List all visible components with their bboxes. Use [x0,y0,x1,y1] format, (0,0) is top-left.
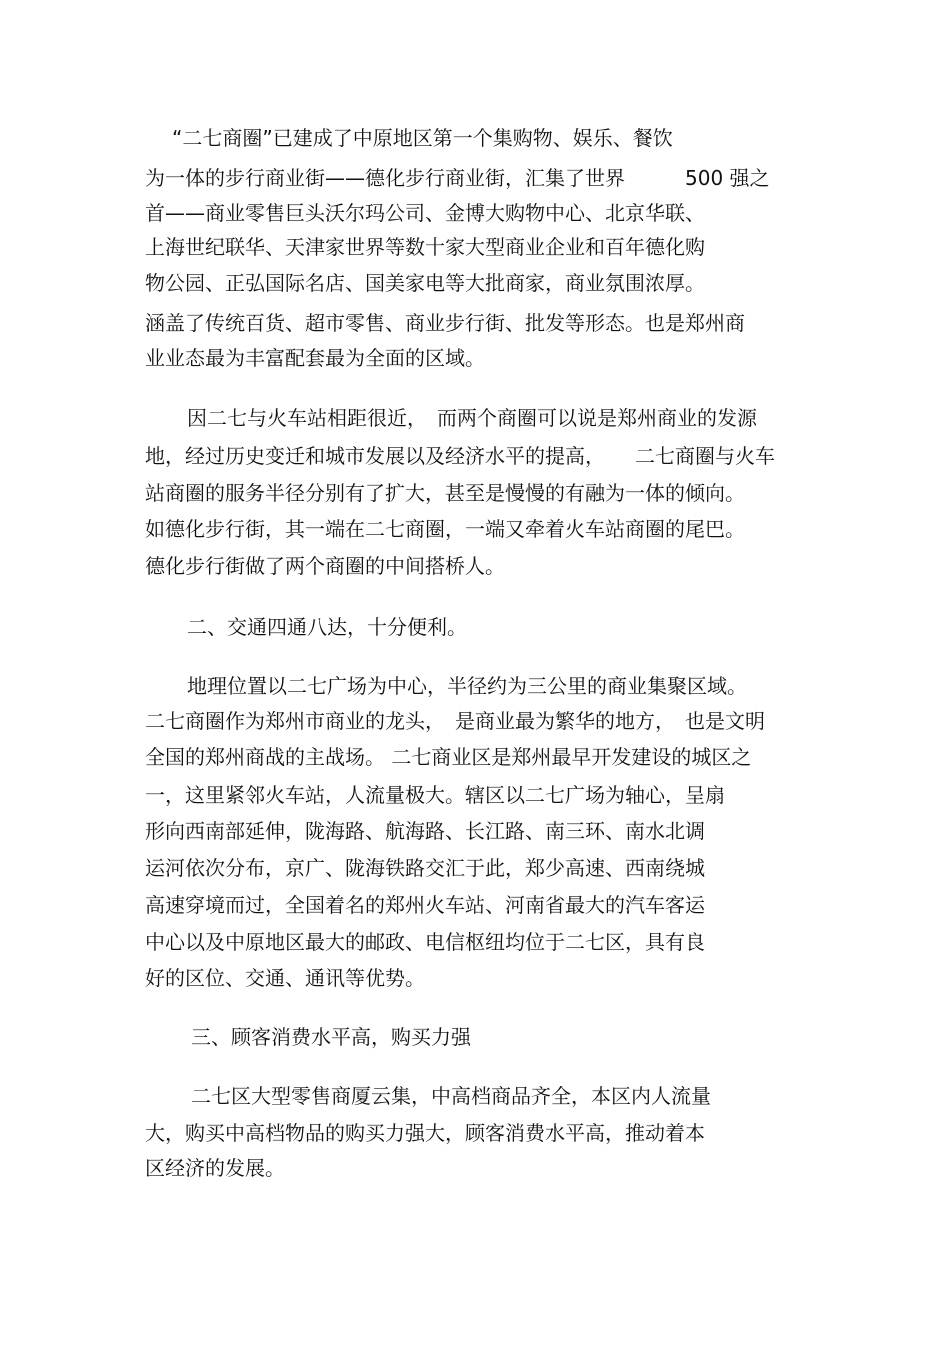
text-line: 站商圈的服务半径分别有了扩大，甚至是慢慢的有融为一体的倾向。 [145,481,745,505]
text-line: 首——商业零售巨头沃尔玛公司、金博大购物中心、北京华联、 [145,201,705,225]
text-line: 上海世纪联华、天津家世界等数十家大型商业企业和百年德化购 [145,235,705,259]
text-line: 区经济的发展。 [145,1156,285,1180]
text-line: 涵盖了传统百货、超市零售、商业步行街、批发等形态。也是郑州商 [145,311,745,335]
text-line: 地，经过历史变迁和城市发展以及经济水平的提高， 二七商圈与火车 [145,444,775,468]
text-line: 一，这里紧邻火车站，人流量极大。辖区以二七广场为轴心，呈扇 [145,783,725,807]
text-line: 为一体的步行商业街——德化步行商业街，汇集了世界 500 强之 [145,166,770,190]
text-line: 好的区位、交通、通讯等优势。 [145,966,425,990]
text-line: 形向西南部延伸，陇海路、航海路、长江路、南三环、南水北调 [145,819,705,843]
text-line: 全国的郑州商战的主战场。 二七商业区是郑州最早开发建设的城区之 [145,745,752,769]
text-line: 高速穿境而过，全国着名的郑州火车站、河南省最大的汽车客运 [145,893,705,917]
text-line: 中心以及中原地区最大的邮政、电信枢纽均位于二七区，具有良 [145,930,705,954]
text-line: 德化步行街做了两个商圈的中间搭桥人。 [145,554,505,578]
text-line: 运河依次分布，京广、陇海铁路交汇于此，郑少高速、西南绕城 [145,856,705,880]
text-line: 如德化步行街，其一端在二七商圈，一端又牵着火车站商圈的尾巴。 [145,517,745,541]
section-heading: 三、顾客消费水平高，购买力强 [191,1025,471,1049]
text-line: 二七商圈作为郑州市商业的龙头， 是商业最为繁华的地方， 也是文明 [145,709,765,733]
text-line: 业业态最为丰富配套最为全面的区域。 [145,346,485,370]
text-line: “二七商圈”已建成了中原地区第一个集购物、娱乐、餐饮 [172,126,673,150]
section-heading: 二、交通四通八达，十分便利。 [187,615,467,639]
text-line: 因二七与火车站相距很近， 而两个商圈可以说是郑州商业的发源 [187,406,757,430]
text-line: 二七区大型零售商厦云集，中高档商品齐全，本区内人流量 [191,1084,711,1108]
text-line: 大，购买中高档物品的购买力强大，顾客消费水平高，推动着本 [145,1121,705,1145]
text-line: 地理位置以二七广场为中心，半径约为三公里的商业集聚区域。 [187,674,747,698]
text-line: 物公园、正弘国际名店、国美家电等大批商家，商业氛围浓厚。 [145,271,705,295]
